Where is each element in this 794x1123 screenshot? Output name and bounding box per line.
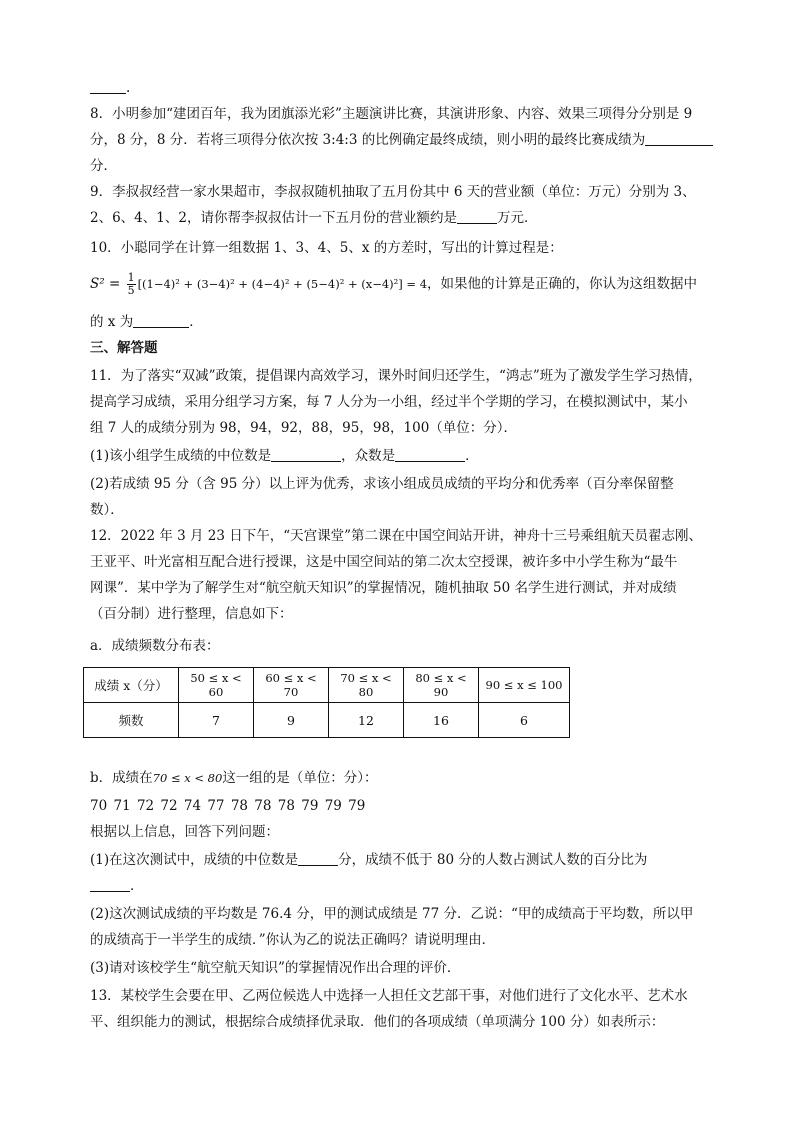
q12-info-line: 根据以上信息，回答下列问题： [90,824,279,840]
q11-line-3: 组 7 人的成绩分别为 98，94，92，88，95，98，100（单位：分）． [90,420,518,436]
q11-mode-blank[interactable] [395,447,465,462]
q11-line-1: 11．为了落实“双减”政策，提倡课内高效学习，课外时间归还学生，“鸿志”班为了激发学生学习热情， [90,368,702,384]
q12-median-blank[interactable] [298,851,338,866]
q11-part-1: (1)该小组学生成绩的中位数是 ，众数是 ． [90,448,479,464]
q12-b-caption: b．成绩在70 ≤ x < 80这一组的是（单位：分）： [90,770,378,786]
table-count-cell: 9 [254,703,329,738]
table-header-cell: 成绩 x（分） [84,668,179,703]
q12-table-caption: a．成绩频数分布表： [90,638,220,654]
variance-symbol: S² = [90,276,121,292]
q12-line-4: （百分制）进行整理，信息如下： [90,606,293,622]
answer-blank [90,79,126,94]
q12-part-3: (3)请对该校学生“航空航天知识”的掌握情况作出合理的评价． [90,960,461,976]
q13-line-1: 13．某校学生会要在甲、乙两位候选人中选择一人担任文艺部干事，对他们进行了文化水平、艺术水 [90,988,688,1004]
q10-line-1: 10．小聪同学在计算一组数据 1、3、4、5、x 的方差时，写出的计算过程是： [90,240,563,256]
table-row-label: 频数 [84,703,179,738]
q11-part-2-line-2: 数）． [90,502,124,518]
q12-part-1-cont: ． [90,876,710,896]
q12-b-data: 70 71 72 72 74 77 78 78 78 79 79 79 [90,798,366,814]
table-count-cell: 6 [479,703,570,738]
q11-line-2: 提高学习成绩，采用分组学习方案，每 7 人分为一小组，经过半个学期的学习，在模拟测试中，某小 [90,394,688,410]
q13-line-2: 平、组织能力的测试，根据综合成绩择优录取．他们的各项成绩（单项满分 100 分）如表所示： [90,1014,665,1030]
q10-line-3: 的 x 为 ． [90,314,203,330]
q11-median-blank[interactable] [271,447,341,462]
table-range-cell: 80 ≤ x < 90 [404,668,479,703]
q8-line-1: 8．小明参加“建团百年，我为团旗添光彩”主题演讲比赛，其演讲形象、内容、效果三项得分分别是 9 [90,106,693,122]
table-range-cell: 90 ≤ x ≤ 100 [479,668,570,703]
q8-line-3: 分． [90,158,117,174]
fraction-one-fifth: $\frac{1}{5}$ [127,271,135,297]
table-row [84,668,570,703]
q11-part-2-line-1: (2)若成绩 95 分（含 95 分）以上评为优秀，求该小组成员成绩的平均分和优秀率（百分率保留整 [90,476,674,492]
formula-tail-text: ，如果他的计算是正确的，你认为这组数据中 [427,276,698,292]
q12-part-1: (1)在这次测试中，成绩的中位数是 分，成绩不低于 80 分的人数占测试人数的百分比为 [90,852,648,868]
q9-line-2: 2、6、4、1、2，请你帮李叔叔估计一下五月份的营业额约是 万元． [90,210,538,226]
table-range-cell: 50 ≤ x < 60 [179,668,254,703]
table-count-cell: 16 [404,703,479,738]
q8-line-2: 分，8 分，8 分．若将三项得分依次按 3:4:3 的比例确定最终成绩，则小明的最终比赛成绩为 [90,130,710,150]
q12-part-2-line-2: 的成绩高于一半学生的成绩．”你认为乙的说法正确吗？请说明理由． [90,932,496,948]
q12-percent-blank[interactable] [90,877,130,892]
frequency-table [83,667,570,738]
q8-answer-blank[interactable] [645,131,713,146]
section-heading: 三、解答题 [90,340,158,356]
table-range-cell: 60 ≤ x < 70 [254,668,329,703]
q10-answer-blank[interactable] [133,313,189,328]
q12-line-2: 王亚平、叶光富相互配合进行授课，这是中国空间站的第二次太空授课，被许多中小学生称为“最牛 [90,554,678,570]
table-row [84,703,570,738]
q10-formula-line [90,272,730,297]
table-count-cell: 12 [329,703,404,738]
q12-line-1: 12．2022 年 3 月 23 日下午，“天宫课堂”第二课在中国空间站开讲，神舟十三号乘组航天员翟志刚、 [90,528,703,544]
previous-answer-line: . [90,78,710,98]
q12-line-3: 网课”．某中学为了解学生对“航空航天知识”的掌握情况，随机抽取 50 名学生进行测试，并对成绩 [90,580,677,596]
q9-line-1: 9．李叔叔经营一家水果超市，李叔叔随机抽取了五月份其中 6 天的营业额（单位：万元）分别为 3、 [90,184,696,200]
q12-part-2-line-1: (2)这次测试成绩的平均数是 76.4 分，甲的测试成绩是 77 分．乙说：“甲的成绩高于平均数，所以甲 [90,906,694,922]
table-count-cell: 7 [179,703,254,738]
table-range-cell: 70 ≤ x < 80 [329,668,404,703]
variance-formula: [(1−4)² + (3−4)² + (4−4)² + (5−4)² + (x−4)²] = 4 [137,277,428,291]
q9-answer-blank[interactable] [457,209,497,224]
